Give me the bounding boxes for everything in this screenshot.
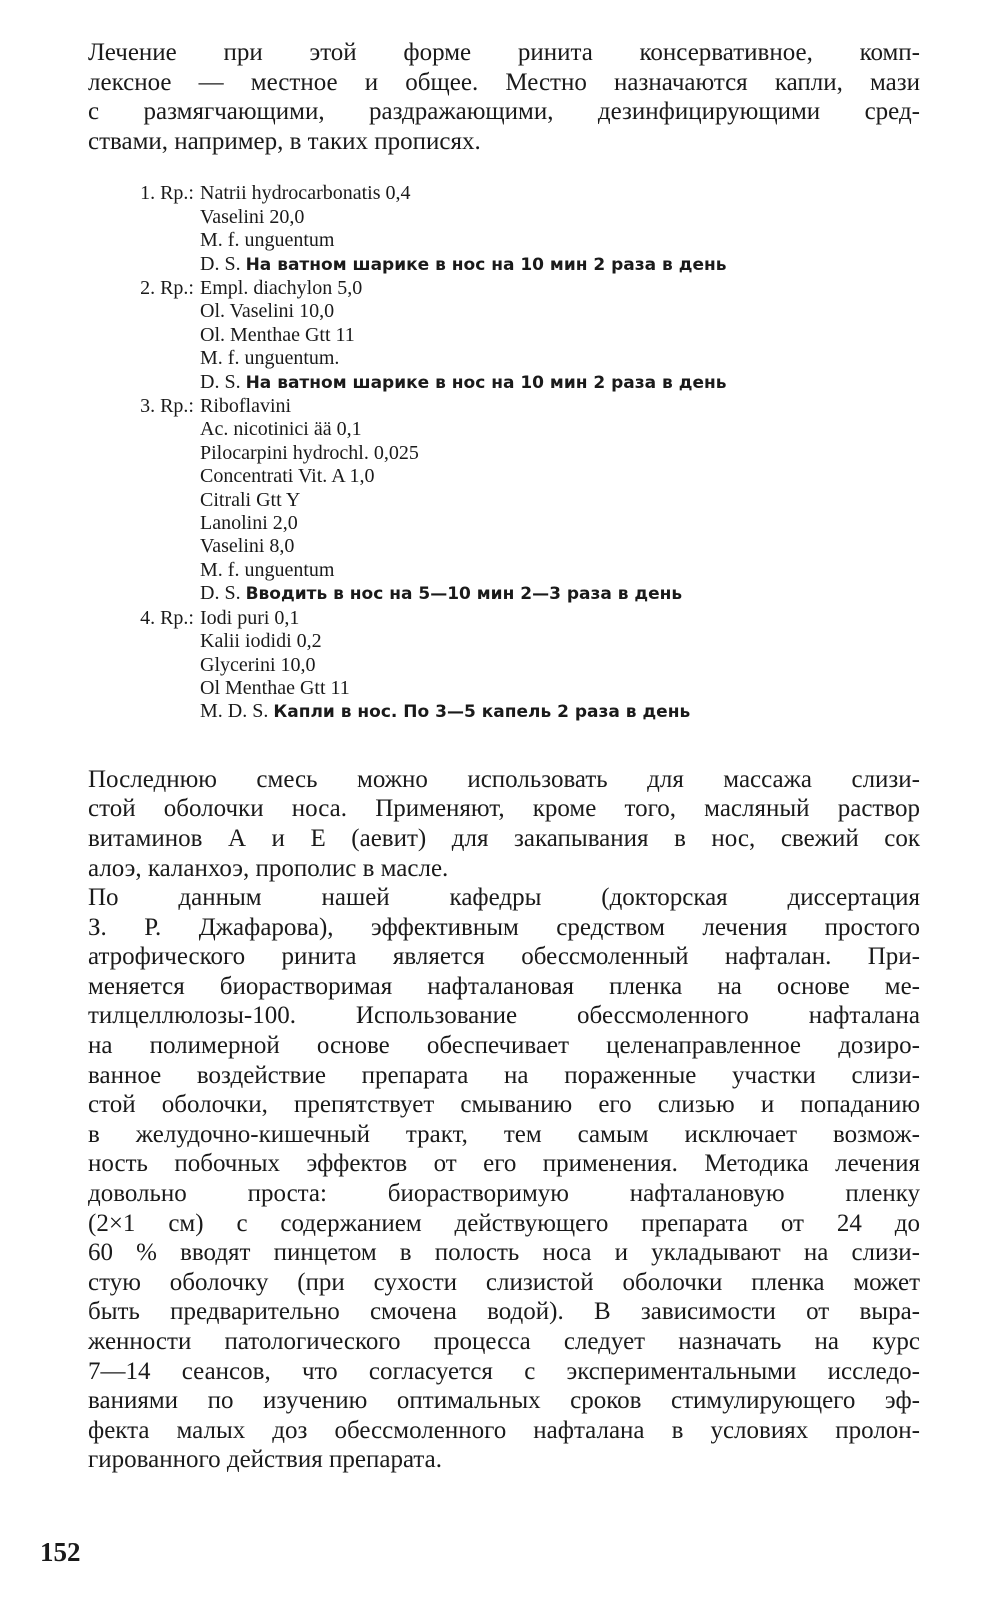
latin-text: Pilocarpini hydrochl. 0,025 — [200, 441, 419, 464]
prescription-line — [200, 277, 920, 300]
latin-text: Natrii hydrocarbonatis 0,4 — [200, 182, 411, 205]
text-line: на полимерной основе обеспечивает целенаправленное дозиро- — [88, 1032, 920, 1060]
prescription-number: 4. Rp.: — [140, 606, 194, 629]
directions-text: Капли в нос. По 3—5 капель 2 раза в день — [273, 702, 691, 723]
text-line: алоэ, каланхоэ, прополис в масле. — [88, 854, 449, 882]
latin-text: Vaselini 8,0 — [200, 535, 295, 558]
text-line: меняется биорастворимая нафталановая пленка на основе ме- — [88, 972, 920, 1000]
text-line: стой оболочки, препятствует смыванию его слизью и попаданию — [88, 1091, 920, 1119]
prescription-line — [200, 677, 920, 700]
text-line: ствами, например, в таких прописях. — [88, 127, 481, 155]
prescription — [88, 277, 920, 395]
prescription-line — [200, 489, 920, 512]
latin-text: D. S. — [200, 252, 246, 275]
prescriptions-list — [88, 182, 920, 724]
text-line: ваниями по изучению оптимальных сроков стимулирующего эф- — [88, 1387, 920, 1415]
paragraph-massage — [88, 765, 920, 883]
latin-text: D. S. — [200, 370, 246, 393]
text-line: Последнюю смесь можно использовать для массажа слизи- — [88, 765, 920, 793]
prescription-line — [200, 182, 920, 205]
latin-text: D. S. — [200, 582, 246, 605]
prescription-line — [200, 442, 920, 465]
prescription-line — [200, 607, 920, 630]
latin-text: M. D. S. — [200, 700, 274, 723]
latin-text: M. f. unguentum. — [200, 347, 340, 370]
text-line: По данным нашей кафедры (докторская диссертация — [88, 884, 920, 912]
text-line: гированного действия препарата. — [88, 1446, 442, 1474]
paragraph-naftalan — [88, 883, 920, 1475]
text-line: с размягчающими, раздражающими, дезинфицирующими сред- — [88, 98, 920, 126]
prescription-number: 2. Rp.: — [140, 277, 194, 299]
text-line: Лечение при этой форме ринита консервативное, комп- — [88, 39, 920, 66]
prescription-line — [200, 206, 920, 229]
prescription-line — [200, 253, 920, 277]
prescription-line — [200, 395, 920, 418]
prescription — [88, 607, 920, 725]
latin-text: M. f. unguentum — [200, 229, 335, 252]
latin-text: Concentrati Vit. A 1,0 — [200, 465, 375, 488]
text-line: довольно проста: биорастворимую нафталановую пленку — [88, 1180, 920, 1208]
prescription-line — [200, 559, 920, 582]
prescription-line — [200, 347, 920, 370]
prescription-number: 1. Rp.: — [140, 182, 194, 205]
prescription — [88, 395, 920, 607]
prescription-line — [200, 371, 920, 395]
text-line: в желудочно-кишечный тракт, тем самым исключает возмож- — [88, 1120, 920, 1148]
text-line: быть предварительно смочена водой). В зависимости от выра- — [88, 1298, 920, 1326]
text-line: З. Р. Джафарова), эффективным средством лечения простого — [88, 913, 920, 941]
directions-text: Вводить в нос на 5—10 мин 2—3 раза в день — [245, 584, 683, 605]
prescription — [88, 182, 920, 277]
latin-text: Empl. diachylon 5,0 — [200, 277, 363, 299]
directions-text: На ватном шарике в нос на 10 мин 2 раза в день — [245, 254, 727, 275]
text-line: атрофического ринита является обессмоленный нафталан. При- — [88, 943, 920, 971]
text-line: 7—14 сеансов, что согласуется с экспериментальными исследо- — [88, 1357, 920, 1385]
text-line: фекта малых доз обессмоленного нафталана в условиях пролон- — [88, 1416, 920, 1444]
latin-text: Citrali Gtt Y — [200, 488, 301, 511]
prescription-line — [200, 229, 920, 252]
prescription-line — [200, 630, 920, 653]
latin-text: Iodi puri 0,1 — [200, 606, 300, 629]
text-line: витаминов А и Е (аевит) для закапывания в нос, свежий сок — [88, 824, 920, 852]
latin-text: Kalii iodidi 0,2 — [200, 630, 322, 653]
latin-text: Glycerini 10,0 — [200, 653, 316, 676]
directions-text: На ватном шарике в нос на 10 мин 2 раза в день — [245, 372, 727, 393]
latin-text: Riboflavini — [200, 395, 292, 418]
text-line: (2×1 см) с содержанием действующего препарата от 24 до — [88, 1209, 920, 1237]
intro-paragraph — [88, 38, 920, 156]
prescription-line — [200, 418, 920, 441]
prescription-line — [200, 465, 920, 488]
prescription-line — [200, 512, 920, 535]
text-line: 60 % вводят пинцетом в полость носа и укладывают на слизи- — [88, 1239, 920, 1267]
latin-text: Lanolini 2,0 — [200, 512, 298, 535]
text-line: стой оболочки носа. Применяют, кроме того, масляный раствор — [88, 795, 920, 823]
text-line: лексное — местное и общее. Местно назначаются капли, мази — [88, 68, 920, 96]
prescription-line — [200, 300, 920, 323]
page-number: 152 — [40, 1537, 81, 1567]
latin-text: Ol. Vaselini 10,0 — [200, 300, 335, 323]
latin-text: M. f. unguentum — [200, 558, 335, 581]
latin-text: Ol. Menthae Gtt 11 — [200, 323, 355, 346]
prescription-number: 3. Rp.: — [140, 395, 194, 418]
text-line: женности патологического процесса следует назначать на курс — [88, 1328, 920, 1355]
latin-text: Ol Menthae Gtt 11 — [200, 676, 350, 699]
prescription-line — [200, 700, 920, 724]
text-line: ность побочных эффектов от его применения. Методика лечения — [88, 1150, 920, 1178]
latin-text: Ac. nicotinici ää 0,1 — [200, 418, 362, 441]
prescription-line — [200, 324, 920, 347]
latin-text: Vaselini 20,0 — [200, 205, 305, 228]
prescription-line — [200, 535, 920, 558]
text-line: тилцеллюлозы-100. Использование обессмоленного нафталана — [88, 1002, 920, 1030]
prescription-line — [200, 582, 920, 606]
text-line: стую оболочку (при сухости слизистой оболочки пленка может — [88, 1268, 920, 1296]
page-body — [88, 38, 920, 1475]
text-line: ванное воздействие препарата на пораженные участки слизи- — [88, 1061, 920, 1089]
prescription-line — [200, 654, 920, 677]
